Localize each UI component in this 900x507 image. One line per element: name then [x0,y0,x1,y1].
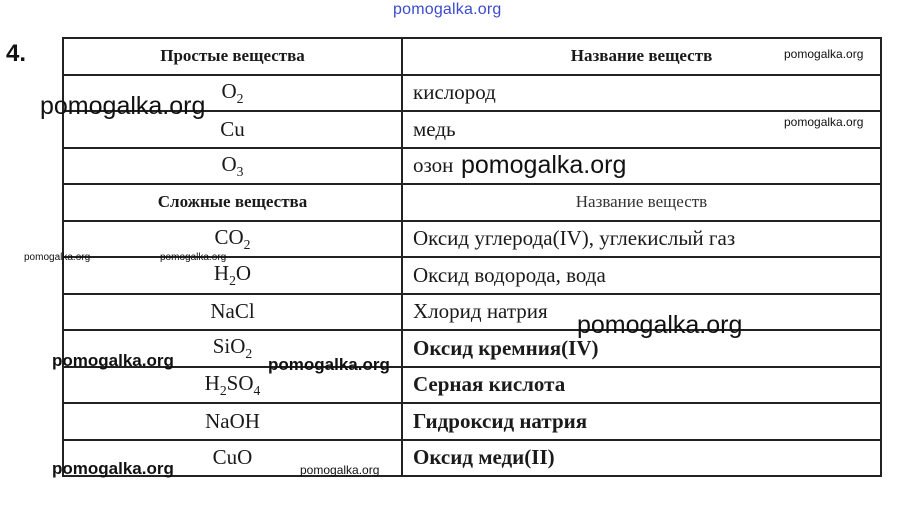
name-cell: Серная кислота [402,367,881,404]
table-row [63,440,881,477]
table-row [63,403,881,440]
name-cell: Хлорид натрия [402,294,881,331]
name-cell: Оксид водорода, вода [402,257,881,294]
name-cell: озон [402,148,881,185]
formula-cell: $O_2$ [63,75,402,112]
formula-cell: SiO$_2$ [63,330,402,367]
formula-cell: NaCl [63,294,402,331]
formula-cell: $CO_2$ [63,221,402,258]
names-header: Название веществ [402,38,881,75]
watermark: pomogalka.org [268,355,390,374]
watermark: pomogalka.org [784,47,864,61]
table-row [63,294,881,331]
watermark: pomogalka.org [300,463,380,477]
top-watermark: pomogalka.org [393,1,502,18]
simple-header-row [63,38,881,75]
name-cell: медь [402,111,881,148]
table-row [63,367,881,404]
name-cell: Гидроксид натрия [402,403,881,440]
formula-cell: $H_2O$ [63,257,402,294]
watermark: pomogalka.org [24,252,91,263]
formula-cell: $O_3$ [63,148,402,185]
watermark: pomogalka.org [784,115,864,129]
complex-substances-header: Сложные вещества [63,184,402,221]
formula-cell: CuO [63,440,402,477]
watermark: pomogalka.org [40,92,206,120]
names-header: Название веществ [402,184,881,221]
watermark: pomogalka.org [160,252,227,263]
complex-header-row [63,184,881,221]
name-cell: кислород [402,75,881,112]
watermark: pomogalka.org [577,311,743,339]
name-cell: Оксид меди(II) [402,440,881,477]
table-row [63,330,881,367]
formula-cell: Cu [63,111,402,148]
formula-cell: NaOH [63,403,402,440]
formula-cell: $H_2SO_4$ [63,367,402,404]
watermark: pomogalka.org [52,459,174,478]
name-cell: Оксид кремния(IV) [402,330,881,367]
simple-substances-header: Простые вещества [63,38,402,75]
name-cell: Оксид углерода(IV), углекислый газ [402,221,881,258]
watermark: pomogalka.org [52,351,174,370]
watermark: pomogalka.org [461,151,627,179]
task-number: 4. [6,40,27,67]
